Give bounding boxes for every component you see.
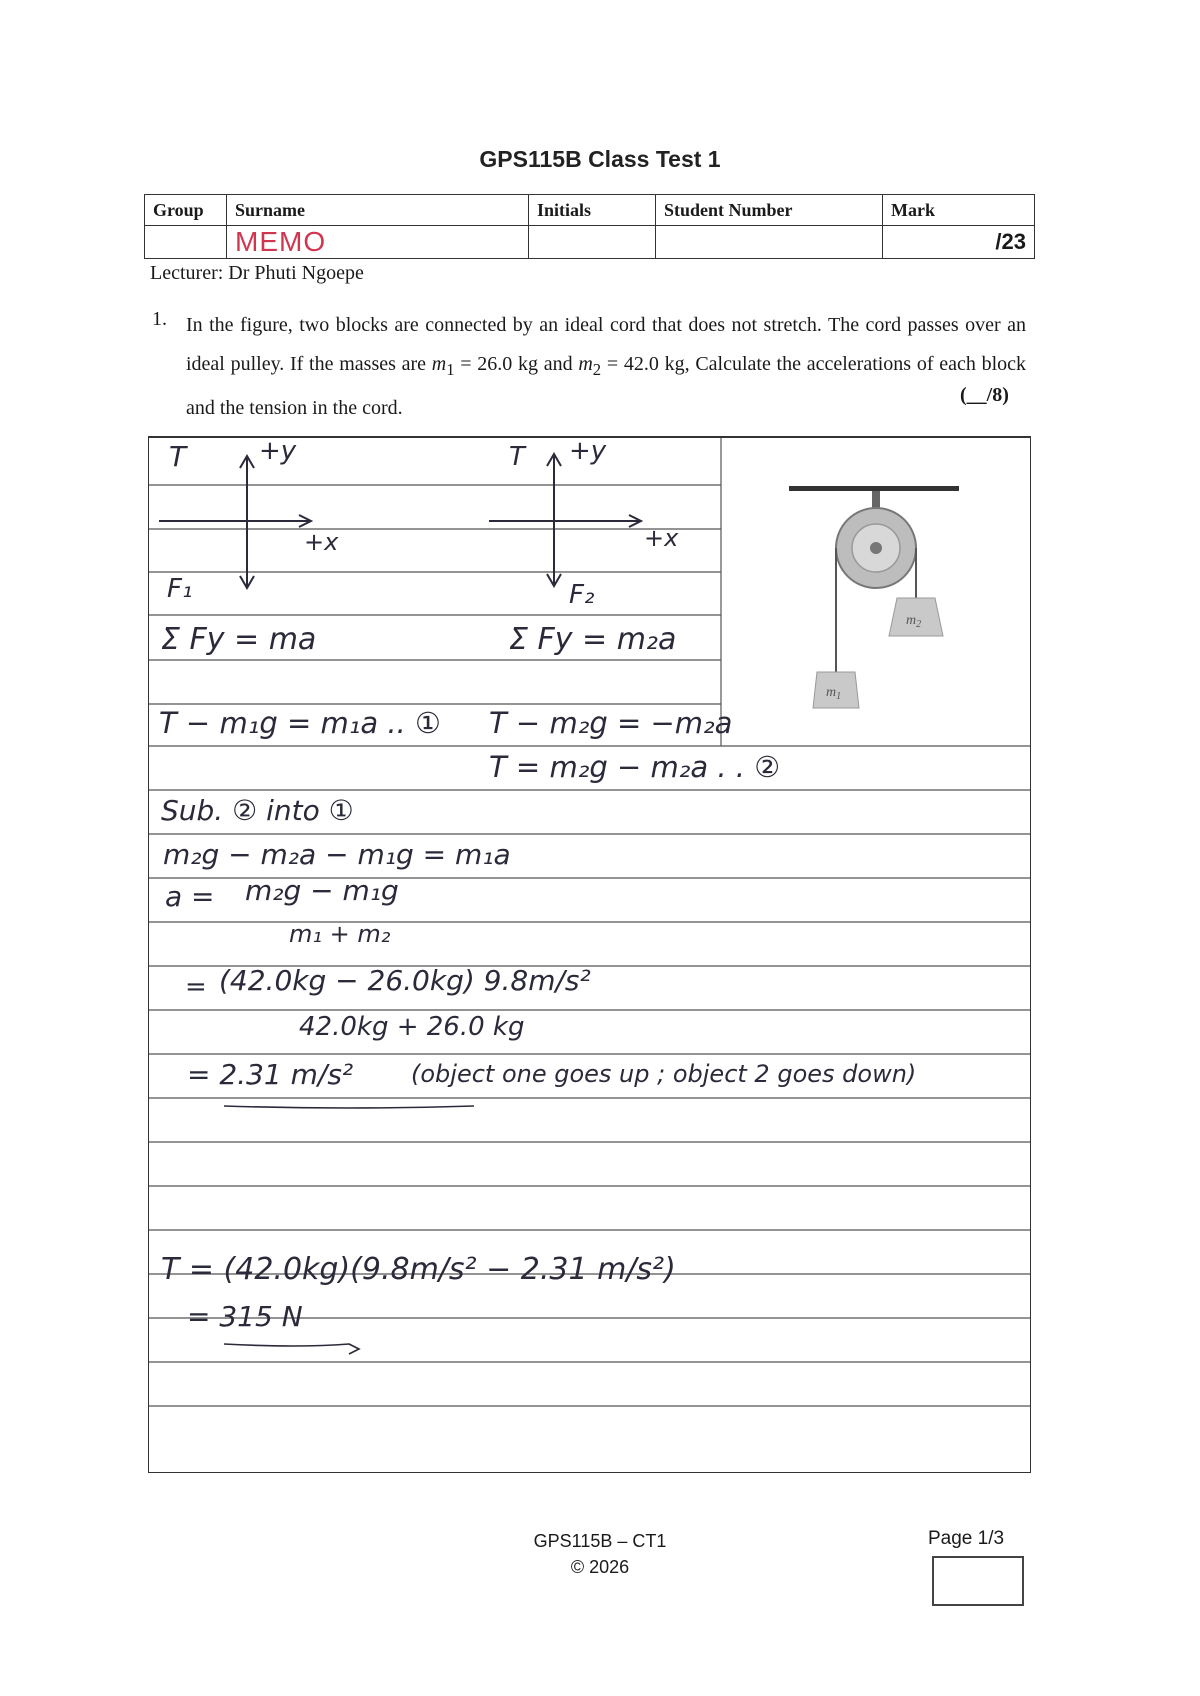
mark-header: Mark xyxy=(883,195,1035,226)
acceleration-numerator: m₂g − m₁g xyxy=(245,874,399,907)
lecturer-line: Lecturer: Dr Phuti Ngoepe xyxy=(150,262,364,284)
fbd1-y-label: +y xyxy=(259,436,297,466)
surname-header: Surname xyxy=(227,195,529,226)
acceleration-note: (object one goes up ; object 2 goes down) xyxy=(411,1060,917,1088)
student-info-table xyxy=(144,194,1035,259)
equation-2b: T = m₂g − m₂a . . ② xyxy=(489,750,781,784)
pulley-figure xyxy=(789,486,959,708)
surname-cell[interactable] xyxy=(227,226,529,259)
acceleration-denominator: m₁ + m₂ xyxy=(289,920,391,948)
fbd1-force: F₁ xyxy=(167,574,193,604)
page-number: Page 1/3 xyxy=(928,1528,1005,1549)
answer-box[interactable] xyxy=(148,436,1031,1473)
fbd1-x-label: +x xyxy=(304,528,339,556)
surname-value: MEMO xyxy=(235,226,327,257)
tension-equation: T = (42.0kg)(9.8m/s² − 2.31 m/s²) xyxy=(161,1252,676,1287)
fbd2-x-label: +x xyxy=(644,524,679,552)
equation-1: T − m₁g = m₁a .. ① xyxy=(159,706,441,740)
page-title: GPS115B Class Test 1 xyxy=(479,146,721,172)
question-marks: (__/8) xyxy=(960,384,1009,406)
student-number-header: Student Number xyxy=(656,195,883,226)
fbd2-y-label: +y xyxy=(569,436,607,466)
numeric-numerator: (42.0kg − 26.0kg) 9.8m/s² xyxy=(219,964,591,997)
numeric-equals: = xyxy=(185,972,207,1002)
equation-2a: T − m₂g = −m₂a xyxy=(489,706,733,740)
fbd-1 xyxy=(159,456,311,588)
fbd2-force: F₂ xyxy=(569,580,595,610)
footer-code: GPS115B – CT1 © 2026 xyxy=(533,1531,667,1577)
substitution-note: Sub. ② into ① xyxy=(161,794,354,827)
tension-result: = 315 N xyxy=(187,1300,303,1333)
acceleration-result: = 2.31 m/s² xyxy=(187,1058,354,1091)
sum-forces-2: Σ Fy = m₂a xyxy=(509,622,677,657)
student-number-cell[interactable] xyxy=(656,226,883,259)
sum-forces-1: Σ Fy = ma xyxy=(161,622,317,657)
fbd-2 xyxy=(489,454,641,586)
fbd2-tension: T xyxy=(509,442,525,472)
question-text: In the figure, two blocks are connected by an ideal cord that does not stretch. The cord passes over an ideal pulley. If the masses are $m_1 = 26.0$ kg and $m_2 = 42.0$ kg, Calculate the accelerations of each block and the tension in the cord. xyxy=(186,314,1027,419)
page-mark-box[interactable] xyxy=(932,1556,1024,1606)
mark-cell: /23 xyxy=(883,226,1035,259)
initials-cell[interactable] xyxy=(529,226,656,259)
m1-label: $m_1$ xyxy=(826,685,842,702)
group-header: Group xyxy=(145,195,227,226)
initials-header: Initials xyxy=(529,195,656,226)
m2-label: $m_2$ xyxy=(906,613,922,630)
acceleration-lhs: a = xyxy=(165,880,215,913)
numeric-denominator: 42.0kg + 26.0 kg xyxy=(299,1012,525,1042)
working-line-1: m₂g − m₂a − m₁g = m₁a xyxy=(163,838,511,871)
group-cell[interactable] xyxy=(145,226,227,259)
fbd1-tension: T xyxy=(169,440,187,473)
question-number: 1. xyxy=(152,308,167,330)
